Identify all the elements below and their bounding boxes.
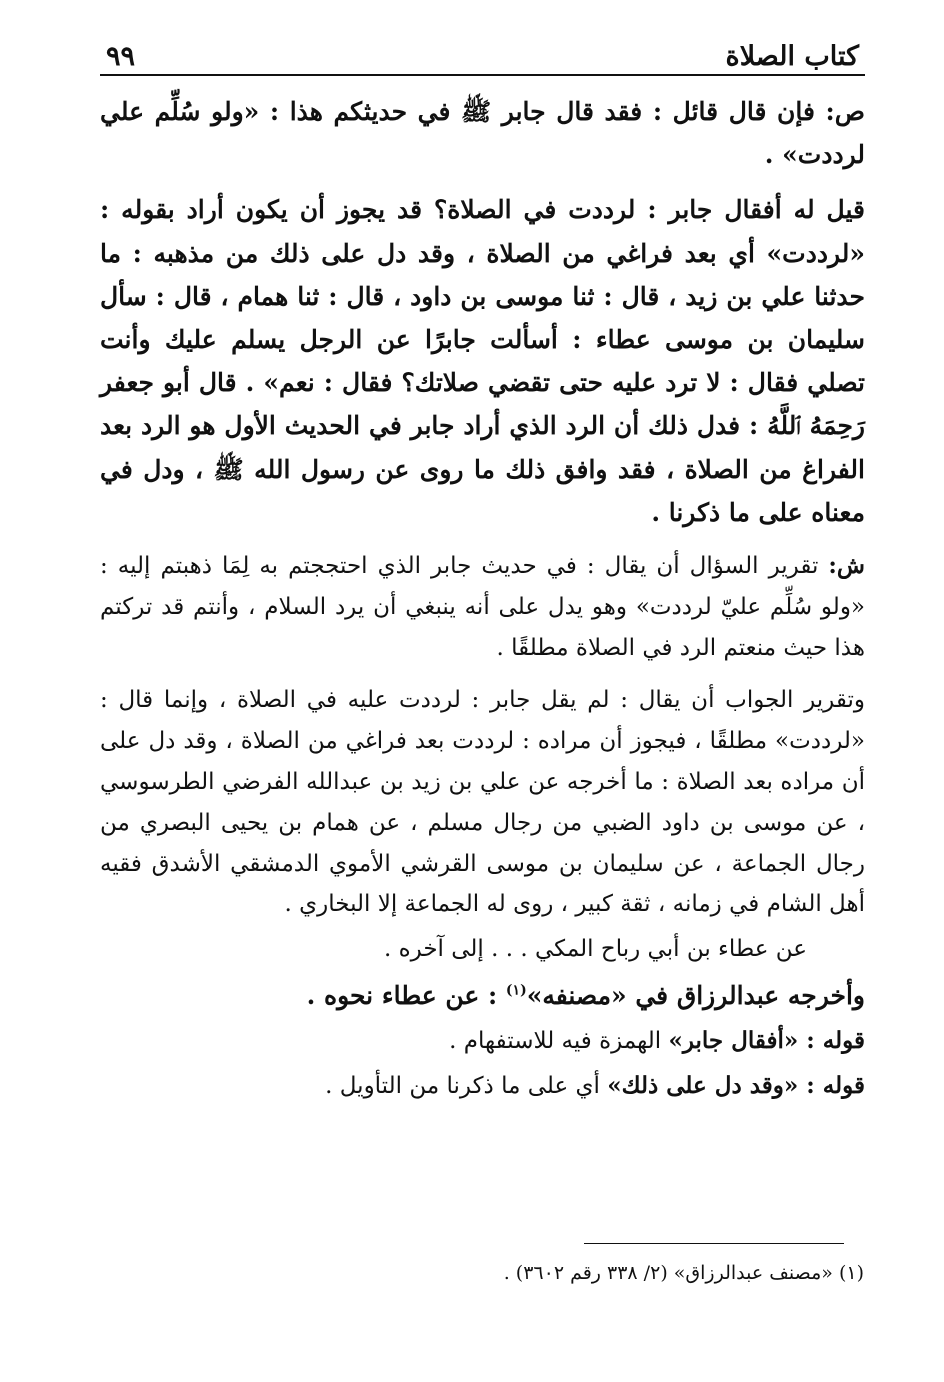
footnote-divider	[584, 1243, 844, 1244]
paragraph-content: فإن قال قائل : فقد قال جابر ﷺ في حديثكم هذا : «ولو سُلِّم علي لرددت» .	[100, 97, 865, 170]
running-header	[100, 28, 865, 76]
paragraph-commentary-shin	[100, 546, 865, 668]
gloss-text: الهمزة فيه للاستفهام .	[449, 1028, 669, 1055]
paragraph-content: عن عطاء بن أبي رباح المكي . . . إلى آخره .	[383, 936, 807, 963]
paragraph-commentary-answer	[100, 680, 865, 925]
paragraph-gloss-hamza	[100, 1021, 865, 1062]
paragraph-content: تقرير السؤال أن يقال : في حديث جابر الذي احتججتم به لِمَا ذهبتم إليه : «ولو سُلِّم عليّ لرددت» وهو يدل على أنه ينبغي أن يرد السلام ، وأنتم قد تركتم هذا حيث منعتم الرد في الصلاة مطلقًا .	[100, 553, 865, 661]
paragraph-text-sad	[100, 90, 865, 176]
paragraph-isnad-continuation	[100, 929, 865, 970]
paragraph-content: وأخرجه عبدالرزاق في «مصنفه»	[526, 981, 865, 1010]
footnote-reference[interactable]: (١)	[505, 982, 527, 999]
paragraph-gloss-tawil	[100, 1066, 865, 1107]
paragraph-text-reply	[100, 188, 865, 534]
paragraph-content-end: : عن عطاء نحوه .	[306, 981, 506, 1010]
chapter-title: كتاب الصلاة	[725, 41, 859, 72]
paragraph-content: وتقرير الجواب أن يقال : لم يقل جابر : لرددت عليه في الصلاة ، وإنما قال : «لرددت» مطلقًا ، فيجوز أن مراده : لرددت بعد فراغي من الصلاة ، وقد دل على أن مراده بعد الصلاة : ما أخرجه عن علي بن زيد بن عبدالله الفرضي الطرسوسي ، عن موسى بن داود الضبي من رجال مسلم ، عن همام بن يحيى البصري من رجال الجماعة ، عن سليمان بن موسى القرشي الأموي الدمشقي الأشدق فقيه أهل الشام في زمانه ، ثقة كبير ، روى له الجماعة إلا البخاري .	[100, 687, 865, 918]
gloss-text: أي على ما ذكرنا من التأويل .	[325, 1073, 608, 1099]
gloss-quote: قوله : «أفقال جابر»	[668, 1027, 865, 1055]
footnote: (١) «مصنف عبدالرزاق» (٢/ ٣٣٨ رقم ٣٦٠٢) .	[503, 1262, 864, 1284]
paragraph-marker-sad: ص:	[825, 97, 865, 126]
gloss-quote: قوله : «وقد دل على ذلك»	[607, 1072, 865, 1099]
paragraph-abdulrazzaq	[100, 974, 865, 1017]
paragraph-marker-shin: ش:	[828, 552, 865, 580]
page-number: ٩٩	[106, 41, 136, 72]
paragraph-content: قيل له أفقال جابر : لرددت في الصلاة؟ قد يجوز أن يكون أراد بقوله : «لرددت» أي بعد فراغي من الصلاة ، وقد دل على ذلك من مذهبه : ما حدثنا علي بن زيد ، قال : ثنا موسى بن داود ، قال : ثنا همام ، قال : سأل سليمان بن موسى عطاء : أسألت جابرًا عن الرجل يسلم عليك وأنت تصلي فقال : لا ترد عليه حتى تقضي صلاتك؟ فقال : نعم» . قال أبو جعفر رَحِمَهُ ٱللَّهُ : فدل ذلك أن الرد الذي أراد جابر في الحديث الأول هو الرد بعد الفراغ من الصلاة ، فقد وافق ذلك ما روى عن رسول الله ﷺ ، ودل في معناه على ما ذكرنا .	[100, 195, 865, 527]
page-body	[100, 28, 865, 1107]
